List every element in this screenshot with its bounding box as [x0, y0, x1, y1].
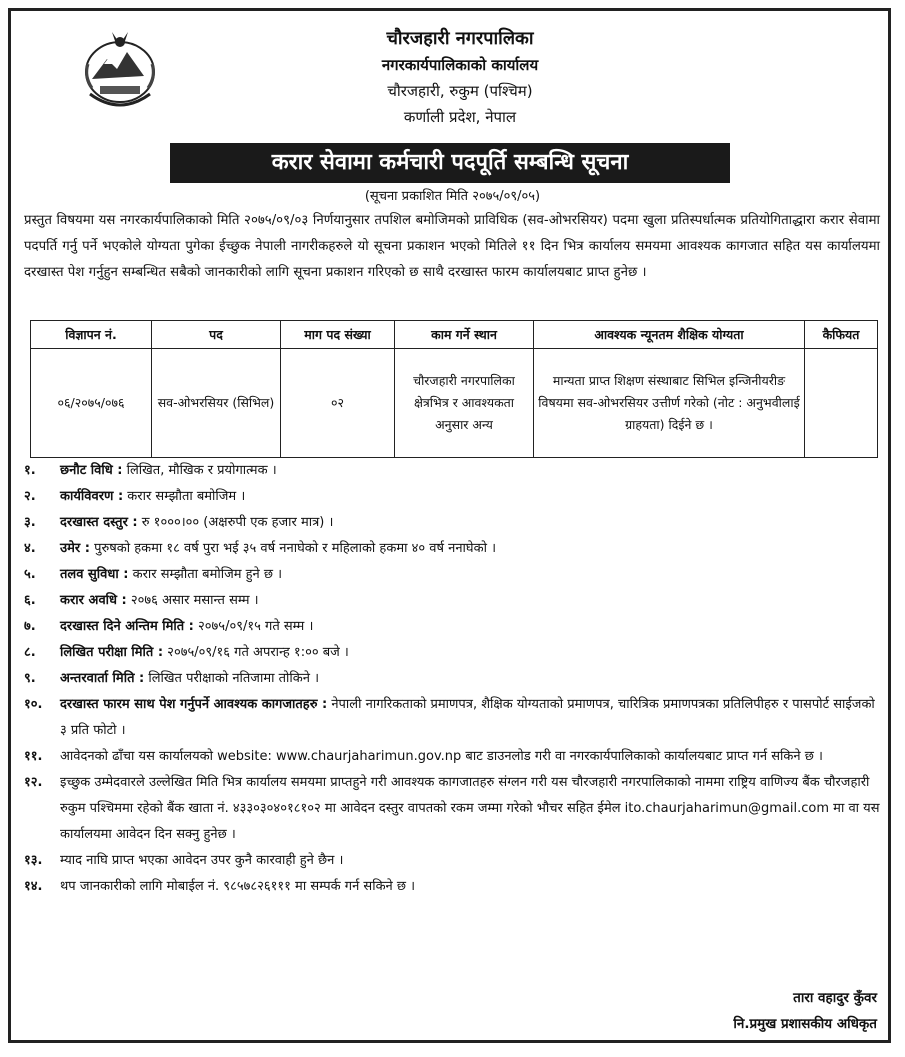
col-qualification: आवश्यक न्यूनतम शैक्षिक योग्यता	[534, 321, 805, 349]
list-item	[24, 614, 884, 640]
item-text: लिखित परीक्षाको नतिजामा तोकिने ।	[144, 671, 319, 686]
signatory-designation: नि.प्रमुख प्रशासकीय अधिकृत	[733, 1016, 877, 1032]
item-label: दरखास्त दस्तुर :	[60, 515, 138, 530]
item-label: छनौट विधि :	[60, 463, 123, 478]
list-item	[24, 848, 884, 874]
item-number: ७.	[24, 619, 36, 634]
col-location: काम गर्ने स्थान	[395, 321, 534, 349]
item-number: ८.	[24, 645, 36, 660]
office-header	[200, 26, 720, 130]
item-label: दरखास्त फारम साथ पेश गर्नुपर्ने आवश्यक कागजातहरु :	[60, 697, 328, 712]
item-text: पुरुषको हकमा १८ वर्ष पुरा भई ३५ वर्ष ननाघेको र महिलाको हकमा ४० वर्ष ननाघेको ।	[89, 541, 497, 556]
item-text: २०७५/०९/१५ गते सम्म ।	[193, 619, 314, 634]
item-text: इच्छुक उम्मेदवारले उल्लेखित मिति भित्र कार्यालय समयमा प्राप्तहुने गरी आवश्यक कागजातहरु संग्लन गरी यस चौरजहारी नगरपालिकाको नाममा राष्ट्रिय वाणिज्य बैंक चौरजहारी रुकुम पश्चिममा रहेको बैंक खाता नं. ४३३०३०४०१८१०२ मा आवेदन दस्तुर वापतको रकम जम्मा गरेको भौचर सहित ईमेल ito.chaurjaharimun@gmail.com मा वा यस कार्यालयमा आवेदन दिन सक्नु हुनेछ ।	[60, 775, 880, 842]
item-text: नेपाली नागरिकताको प्रमाणपत्र, शैक्षिक योग्यताको प्रमाणपत्र, चारित्रिक प्रमाणपत्रका प्रतिलिपीहरु र पासपोर्ट साईजको ३ प्रति फोटो ।	[60, 697, 875, 738]
item-label: उमेर :	[60, 541, 90, 556]
list-item	[24, 510, 884, 536]
item-number: १३.	[24, 853, 43, 868]
conditions-list	[24, 458, 884, 900]
item-label: अन्तरवार्ता मिति :	[60, 671, 145, 686]
item-number: ३.	[24, 515, 36, 530]
item-label: लिखित परीक्षा मिति :	[60, 645, 164, 660]
item-label: तलव सुविधा :	[60, 567, 129, 582]
cell-remarks	[805, 349, 878, 458]
col-ad-no: विज्ञापन नं.	[31, 321, 152, 349]
item-number: १०.	[24, 697, 43, 712]
item-number: ९.	[24, 671, 36, 686]
vacancy-table	[30, 320, 878, 458]
item-text: थप जानकारीको लागि मोबाईल नं. ९८५७८२६१११ मा सम्पर्क गर्न सकिने छ ।	[60, 879, 416, 894]
sub-office-name: नगरकार्यपालिकाको कार्यालय	[381, 56, 539, 74]
list-item	[24, 666, 884, 692]
item-text: करार सम्झौता बमोजिम ।	[123, 489, 246, 504]
item-number: १२.	[24, 775, 43, 790]
address-line-2: कर्णाली प्रदेश, नेपाल	[403, 108, 517, 126]
item-number: १४.	[24, 879, 43, 894]
item-number: ६.	[24, 593, 36, 608]
item-number: ४.	[24, 541, 36, 556]
col-post: पद	[152, 321, 281, 349]
col-remarks: कैफियत	[805, 321, 878, 349]
item-number: ११.	[24, 749, 43, 764]
cell-qualification: मान्यता प्राप्त शिक्षण संस्थाबाट सिभिल इन्जिनीयरीङ विषयमा सव-ओभरसियर उत्तीर्ण गरेको (नोट : अनुभवीलाई ग्राहयता) दिईने छ ।	[534, 349, 805, 458]
cell-post: सव-ओभरसियर (सिभिल)	[152, 349, 281, 458]
item-label: कार्यविवरण :	[60, 489, 124, 504]
list-item	[24, 588, 884, 614]
item-text: आवेदनको ढाँचा यस कार्यालयको website: www.chaurjaharimun.gov.np बाट डाउनलोड गरी वा नगरकार्यपालिकाको कार्यालयबाट प्राप्त गर्न सकिने छ ।	[60, 749, 823, 764]
notice-title: करार सेवामा कर्मचारी पदपूर्ति सम्बन्धि सूचना	[170, 143, 730, 183]
list-item	[24, 536, 884, 562]
list-item	[24, 692, 884, 744]
item-text: म्याद नाघि प्राप्त भएका आवेदन उपर कुनै कारवाही हुने छैन ।	[60, 853, 344, 868]
item-text: लिखित, मौखिक र प्रयोगात्मक ।	[122, 463, 277, 478]
nepal-emblem-icon	[82, 24, 158, 114]
item-number: २.	[24, 489, 36, 504]
item-text: करार सम्झौता बमोजिम हुने छ ।	[128, 567, 283, 582]
item-number: १.	[24, 463, 36, 478]
office-name: चौरजहारी नगरपालिका	[386, 28, 534, 49]
item-label: दरखास्त दिने अन्तिम मिति :	[60, 619, 194, 634]
col-count: माग पद संख्या	[281, 321, 395, 349]
table-row	[31, 349, 878, 458]
list-item	[24, 562, 884, 588]
intro-paragraph: प्रस्तुत विषयमा यस नगरकार्यपालिकाको मिति २०७५/०९/०३ निर्णयानुसार तपशिल बमोजिमको प्राविधिक (सव-ओभरसियर) पदमा खुला प्रतिस्पर्धात्मक प्रतियोगिताद्धारा करार सेवामा पदपर्ति गर्नु पर्ने भएकोले योग्यता पुगेका ईच्छुक नेपाली नागरीकहरुले यो सूचना प्रकाशन भएको मितिले ११ दिन भित्र कार्यालय समयमा आवश्यक कागजात सहित यस कार्यालयमा दरखास्त पेश गर्नुहुन सम्बन्धित सबैको जानकारीको लागि सूचना प्रकाशन गरिएको छ साथै दरखास्त फारम कार्यालयबाट प्राप्त हुनेछ ।	[24, 213, 880, 280]
address-line-1: चौरजहारी, रुकुम (पश्चिम)	[387, 82, 533, 100]
item-text: २०७६ असार मसान्त सम्म ।	[126, 593, 259, 608]
published-date: (सूचना प्रकाशित मिति २०७५/०९/०५)	[364, 189, 541, 204]
list-item	[24, 874, 884, 900]
item-text: २०७५/०९/१६ गते अपरान्ह १:०० बजे ।	[163, 645, 349, 660]
list-item	[24, 458, 884, 484]
list-item	[24, 744, 884, 770]
item-text: रु १०००।०० (अक्षरुपी एक हजार मात्र) ।	[137, 515, 334, 530]
list-item	[24, 640, 884, 666]
item-number: ५.	[24, 567, 36, 582]
cell-ad-no: ०६/२०७५/०७६	[31, 349, 152, 458]
list-item	[24, 484, 884, 510]
list-item	[24, 770, 884, 848]
cell-location: चौरजहारी नगरपालिका क्षेत्रभित्र र आवश्यकता अनुसार अन्य	[395, 349, 534, 458]
signatory-name: तारा वहादुर कुँवर	[793, 990, 877, 1006]
cell-count: ०२	[281, 349, 395, 458]
signature-block	[733, 985, 877, 1037]
item-label: करार अवधि :	[60, 593, 127, 608]
table-header-row	[31, 321, 878, 349]
